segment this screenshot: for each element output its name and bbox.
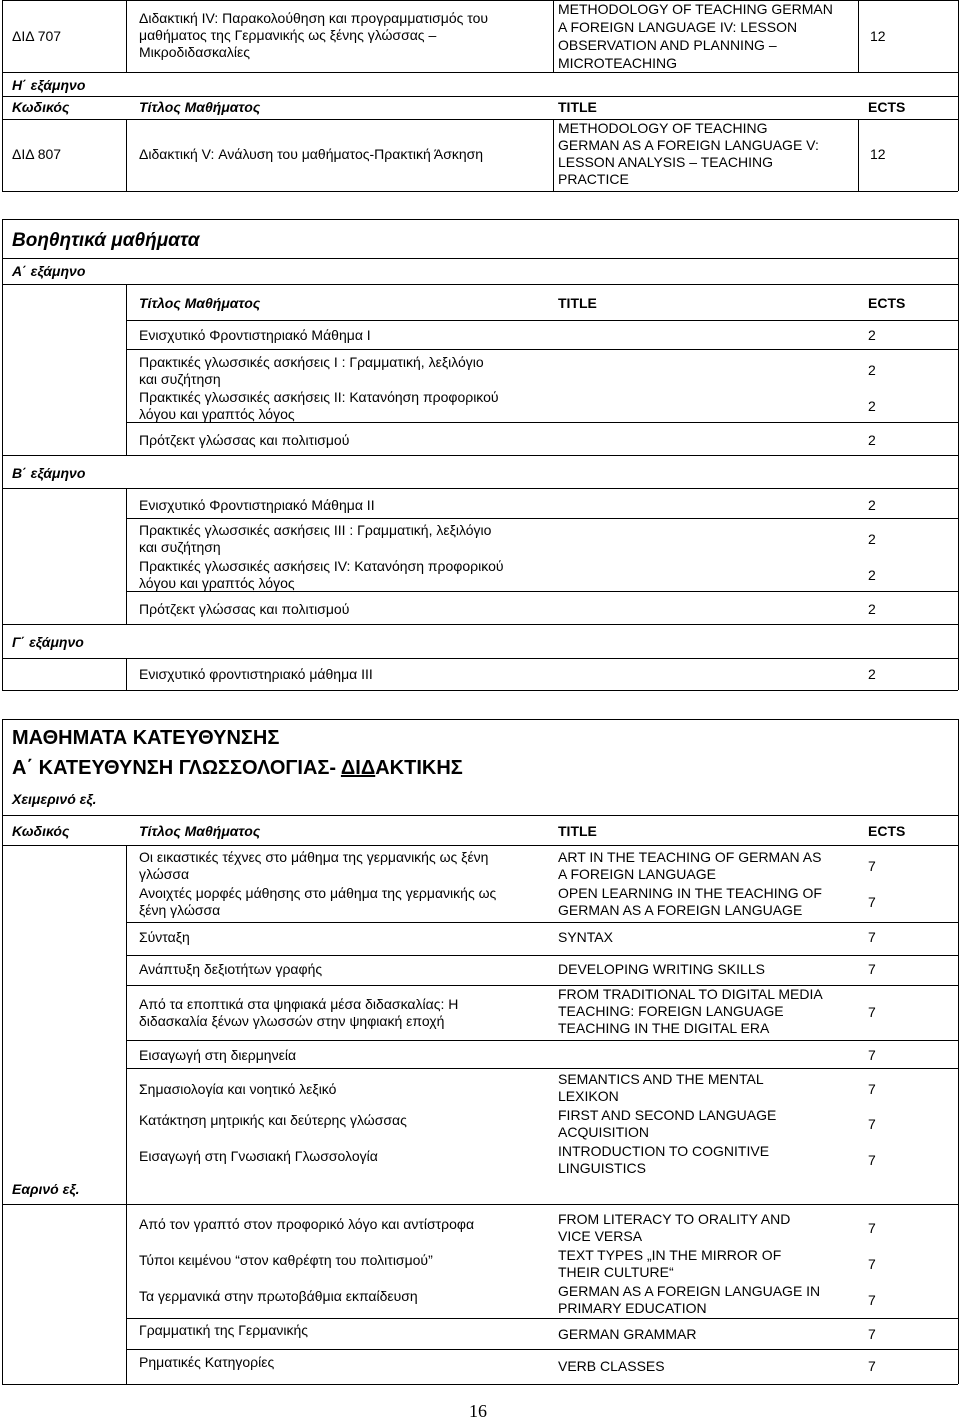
header-title-greek: Τίτλος Μαθήματος bbox=[139, 99, 261, 115]
semester-label-a: Α΄ εξάμηνο bbox=[12, 263, 86, 279]
header-title-english: TITLE bbox=[558, 295, 597, 311]
header-code: Κωδικός bbox=[12, 99, 70, 115]
semester-label-h: Η΄ εξάμηνο bbox=[12, 77, 86, 93]
course-ects: 2 bbox=[868, 327, 876, 343]
course-ects: 7 bbox=[868, 1358, 876, 1374]
course-ects: 2 bbox=[868, 497, 876, 513]
course-ects: 7 bbox=[868, 1004, 876, 1020]
header-title-english: TITLE bbox=[558, 823, 597, 839]
semester-label-spring: Εαρινό εξ. bbox=[12, 1181, 80, 1197]
direction-heading-main: ΜΑΘΗΜΑΤΑ ΚΑΤΕΥΘΥΝΣΗΣ bbox=[12, 727, 280, 749]
course-code: ΔΙΔ 707 bbox=[12, 28, 62, 44]
course-ects: 12 bbox=[870, 146, 886, 162]
course-ects: 7 bbox=[868, 929, 876, 945]
course-ects: 7 bbox=[868, 1220, 876, 1236]
course-ects: 2 bbox=[868, 531, 876, 547]
course-ects: 7 bbox=[868, 1047, 876, 1063]
course-ects: 2 bbox=[868, 601, 876, 617]
course-title-greek: Διδακτική V: Ανάλυση του μαθήματος-Πρακτική Άσκηση bbox=[139, 146, 484, 162]
header-title-greek: Τίτλος Μαθήματος bbox=[139, 295, 261, 311]
course-ects: 2 bbox=[868, 567, 876, 583]
course-ects: 7 bbox=[868, 1152, 876, 1168]
header-ects: ECTS bbox=[868, 823, 906, 839]
course-ects: 7 bbox=[868, 894, 876, 910]
course-ects: 2 bbox=[868, 398, 876, 414]
course-ects: 7 bbox=[868, 858, 876, 874]
semester-label-c: Γ΄ εξάμηνο bbox=[12, 634, 84, 650]
course-ects: 7 bbox=[868, 1081, 876, 1097]
semester-label-winter: Χειμερινό εξ. bbox=[12, 791, 97, 807]
course-ects: 7 bbox=[868, 1116, 876, 1132]
course-ects: 2 bbox=[868, 432, 876, 448]
course-ects: 2 bbox=[868, 666, 876, 682]
course-code: ΔΙΔ 807 bbox=[12, 146, 62, 162]
header-code: Κωδικός bbox=[12, 823, 70, 839]
semester-label-b: Β΄ εξάμηνο bbox=[12, 465, 86, 481]
course-ects: 2 bbox=[868, 362, 876, 378]
header-title-english: TITLE bbox=[558, 99, 597, 115]
course-ects: 7 bbox=[868, 1292, 876, 1308]
header-ects: ECTS bbox=[868, 295, 906, 311]
course-ects: 7 bbox=[868, 961, 876, 977]
header-ects: ECTS bbox=[868, 99, 906, 115]
header-title-greek: Τίτλος Μαθήματος bbox=[139, 823, 261, 839]
course-ects: 7 bbox=[868, 1256, 876, 1272]
support-heading: Βοηθητικά μαθήματα bbox=[12, 230, 200, 251]
course-ects: 12 bbox=[870, 28, 886, 44]
direction-heading-sub: Α΄ ΚΑΤΕΥΘΥΝΣΗ ΓΛΩΣΣΟΛΟΓΙΑΣ- ΔΙΔΑΚΤΙΚΗΣ bbox=[12, 757, 463, 779]
course-ects: 7 bbox=[868, 1326, 876, 1342]
page-number: 16 bbox=[469, 1401, 487, 1421]
